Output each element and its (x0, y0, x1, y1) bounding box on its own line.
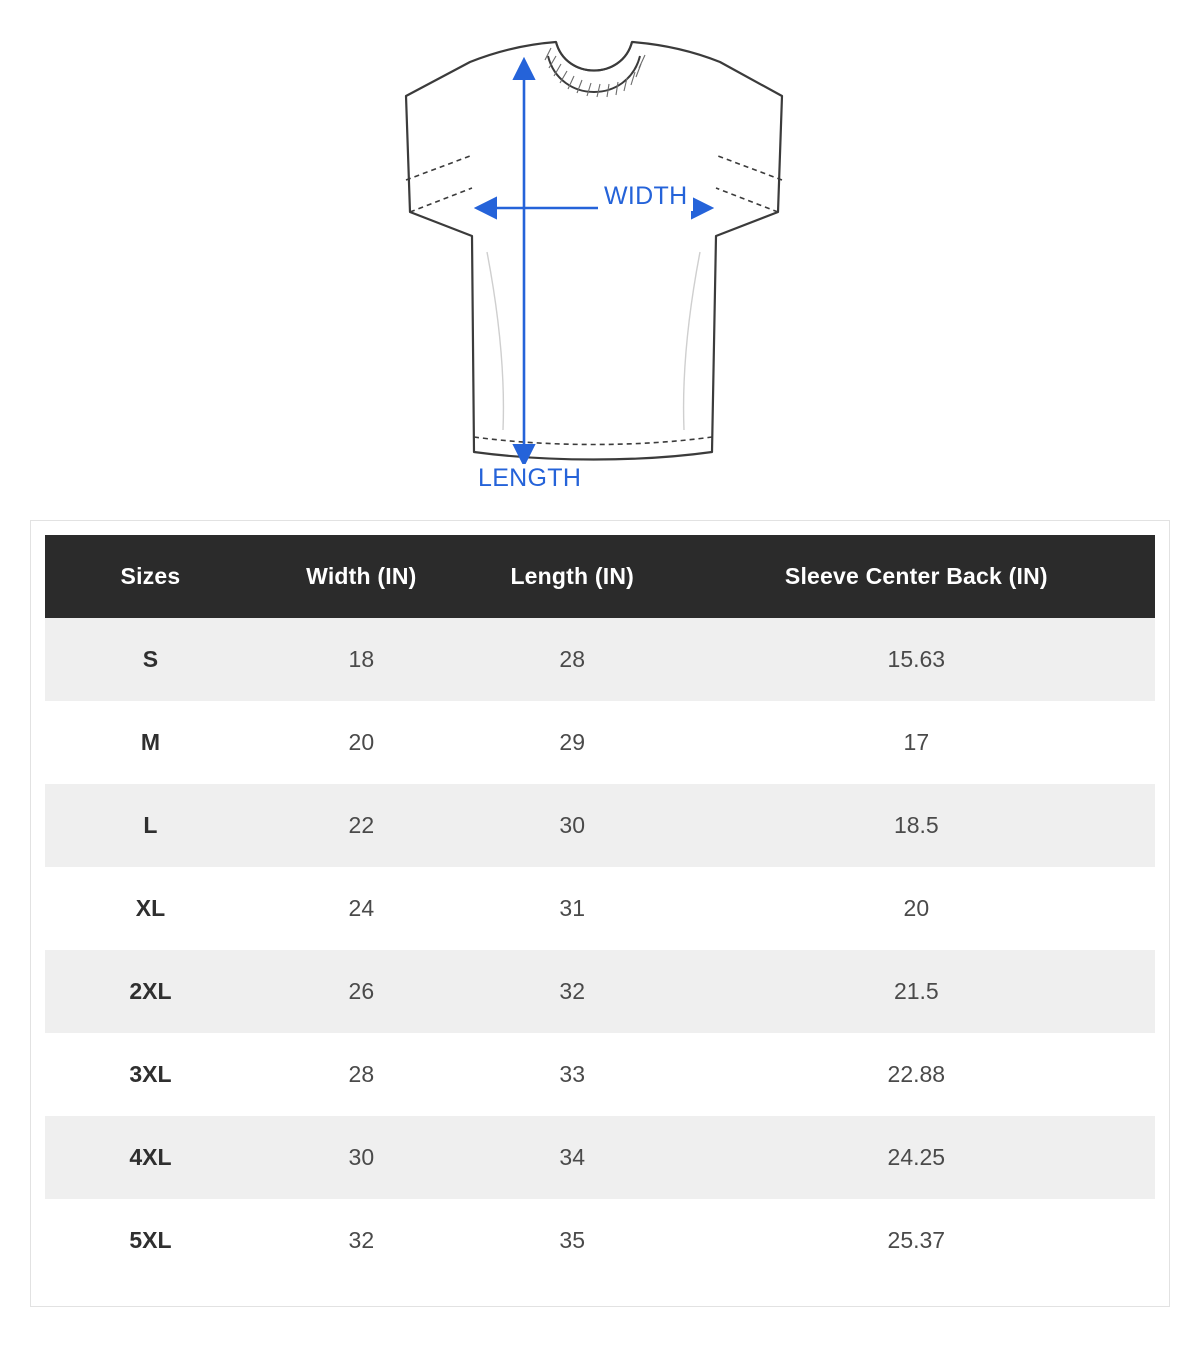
cell-length: 33 (467, 1033, 678, 1116)
cell-size: 5XL (45, 1199, 256, 1282)
cell-size: 3XL (45, 1033, 256, 1116)
column-header-width: Width (IN) (256, 535, 467, 618)
size-table (45, 535, 1155, 1282)
column-header-length: Length (IN) (467, 535, 678, 618)
cell-width: 28 (256, 1033, 467, 1116)
table-row (45, 1199, 1155, 1282)
table-row (45, 1116, 1155, 1199)
shirt-body-shape (406, 42, 782, 460)
cell-length: 35 (467, 1199, 678, 1282)
cell-sleeve: 17 (678, 701, 1155, 784)
cell-length: 30 (467, 784, 678, 867)
cell-size: 4XL (45, 1116, 256, 1199)
cell-width: 26 (256, 950, 467, 1033)
cell-sleeve: 20 (678, 867, 1155, 950)
cell-sleeve: 25.37 (678, 1199, 1155, 1282)
cell-length: 31 (467, 867, 678, 950)
size-table-container (30, 520, 1170, 1307)
cell-width: 18 (256, 618, 467, 701)
cell-size: XL (45, 867, 256, 950)
table-row (45, 950, 1155, 1033)
cell-size: L (45, 784, 256, 867)
table-row (45, 618, 1155, 701)
cell-sleeve: 15.63 (678, 618, 1155, 701)
tshirt-diagram (0, 0, 1200, 520)
cell-length: 32 (467, 950, 678, 1033)
cell-width: 30 (256, 1116, 467, 1199)
table-body (45, 618, 1155, 1282)
table-row (45, 1033, 1155, 1116)
cell-length: 28 (467, 618, 678, 701)
cell-width: 32 (256, 1199, 467, 1282)
cell-width: 24 (256, 867, 467, 950)
cell-length: 29 (467, 701, 678, 784)
column-header-sizes: Sizes (45, 535, 256, 618)
table-header (45, 535, 1155, 618)
table-row (45, 867, 1155, 950)
cell-size: 2XL (45, 950, 256, 1033)
cell-size: S (45, 618, 256, 701)
table-row (45, 784, 1155, 867)
length-dimension-label: LENGTH (474, 464, 585, 493)
cell-sleeve: 22.88 (678, 1033, 1155, 1116)
cell-sleeve: 21.5 (678, 950, 1155, 1033)
tshirt-illustration-svg (0, 0, 1200, 520)
cell-sleeve: 18.5 (678, 784, 1155, 867)
cell-width: 22 (256, 784, 467, 867)
cell-size: M (45, 701, 256, 784)
table-header-row (45, 535, 1155, 618)
cell-sleeve: 24.25 (678, 1116, 1155, 1199)
column-header-sleeve: Sleeve Center Back (IN) (678, 535, 1155, 618)
cell-length: 34 (467, 1116, 678, 1199)
cell-width: 20 (256, 701, 467, 784)
table-row (45, 701, 1155, 784)
width-dimension-label: WIDTH (598, 182, 693, 211)
